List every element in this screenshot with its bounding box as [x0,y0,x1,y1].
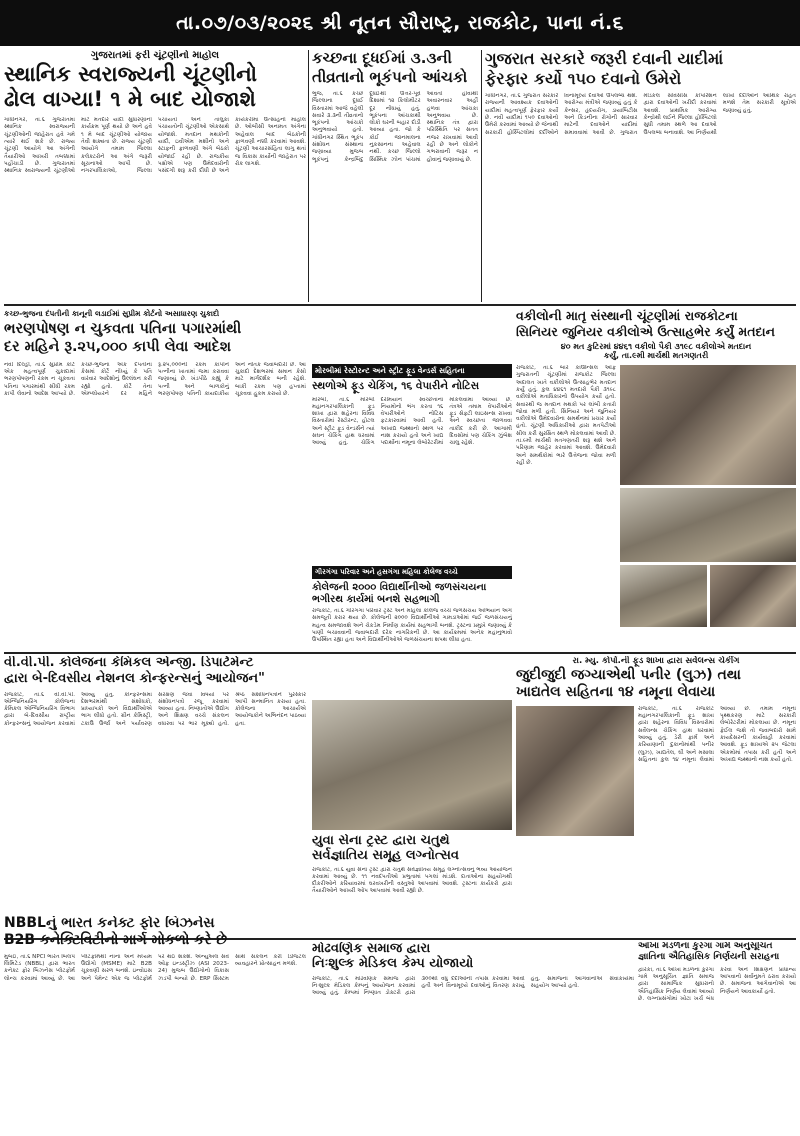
article-body: ગાંધીનગર, તા.૬ ગુજરાતમાં સ્થાનિક સ્વરાજ્યની ચૂંટણીઓની જાહેરાત હવે ગમે ત્યારે થઈ શકે છે. રાજ્ય ચૂંટણી આયોગે આ અંગેની તૈયારીઓ આખરી તબક્કામાં પહોંચાડી છે. ગુજરાતમાં સ્થાનિક સ્વરાજ્યની ચૂંટણીઓ માટે મતદાર યાદી સુધારણાનો કાર્યક્રમ પૂર્ણ થયો છે અને હવે ૧ મે બાદ ચૂંટણીઓ યોજાય તેવી શક્યતા છે. રાજ્ય ચૂંટણી આયોગે તમામ જિલ્લા કલેક્ટરોને આ અંગે જરૂરી સૂચનાઓ આપી છે. નગરપાલિકાઓ, જિલ્લા પંચાયતો અને તાલુકા પંચાયતોની ચૂંટણીઓ એકસાથે યોજાશે. મતદાન મથકોની યાદી, ઇવીએમ મશીનો અને સ્ટાફની ફાળવણી અંગે બેઠકો યોજાઈ રહી છે. રાજકીય પક્ષોએ પણ ઉમેદવારોની પસંદગી શરૂ કરી દીધી છે અને કાર્યકરોમાં ઉત્સાહનો માહોલ છે. ઓબીસી અનામત અંગેના અહેવાલ બાદ બેઠકોની ફાળવણી નક્કી કરવામાં આવશે. ચૂંટણી આચારસંહિતા લાગુ થતાં જ વિકાસ કાર્યોની જાહેરાત પર રોક લાગશે. [4,117,306,175]
article-college-water [312,566,512,696]
article-subheadline-line1: ૪૦ મત કુટિરમાં ૪૪૬૧ વકીલો પૈકી ૩૧૯૮ વકીલોએ મતદાન [560,341,752,351]
article-nbbl [4,916,306,1132]
article-headline-line1: સ્થાનિક સ્વરાજ્યની ચૂંટણીનો [4,62,258,86]
article-headline-line1: ઓખા મંડળના કુરંગા ગામે અનુસૂચિત [638,942,773,951]
article-vvp-conference [4,656,306,912]
article-headline-line1: જુદીજુદી જગ્યાએથી પનીર (લુઝ) તથા [516,667,741,683]
article-body: રાજકોટ, તા.૬ રાજકોટ મહાનગરપાલિકાની ફૂડ શાખા દ્વારા શહેરના વિવિધ વિસ્તારોમાં સર્વેલન્સ ચેકિંગ હાથ ધરવામાં આવ્યું હતું. ડેરી ફાર્મ અને કરિયાણાની દુકાનોમાંથી પનીર (લુઝ), ખાદ્યતેલ, ઘી અને મસાલા સહિતના કુલ ૧૪ નમૂના લેવામાં આવ્યા છે. તમામ નમૂના પૃથ્થકરણ માટે સરકારી લેબોરેટરીમાં મોકલાયા છે. નમૂના ફેઈલ જશે તો જવાબદારો સામે કાયદેસરની કાર્યવાહી કરવામાં આવશે. ફૂડ શાખાએ ૨૫ જેટલા એકમોમાં તપાસ કરી હતી અને અખાદ્ય જથ્થાનો નાશ કર્યો હતો. [638,705,796,763]
article-medicine-list [485,50,796,302]
article-kicker: ગુજરાતમાં ફરી ચૂંટણીનો માહોલ [90,50,220,61]
article-headline-line1: કચ્છના દૂધઈમાં ૩.૩ની [312,50,452,67]
column-rule [481,50,482,302]
article-medical-camp [312,942,634,1132]
article-earthquake [312,50,478,302]
article-alimony [4,309,306,649]
article-lawyers-election [516,309,796,649]
article-headline-line2: તીવ્રતાનો ભૂકંપનો આંચકો [312,67,468,86]
article-headline-line1: કોલેજની ૨૦૦૦ વિદ્યાર્થીનીઓ જળસંચયના [312,582,487,593]
article-body: મુંબઈ, તા.૬ NPCI ભારત બિલપે લિમિટેડ (NBBL) દ્વારા ભારત કનેક્ટ ફોર બિઝનેસ પ્લેટફોર્મ લોન્ચ કરવામાં આવ્યું છે. આ પ્લેટફોર્મથી નાના અને મધ્યમ ઉદ્યોગો (MSME) માટે B2B ચૂકવણી સરળ બનશે. ઇન્વોઇસ અને પેમેન્ટ એક જ પ્લેટફોર્મ પર થઈ શકશે. એન્યુઅલ સર્વે ઓફ ઇન્ડસ્ટ્રીઝ (ASI 2023-24) મુજબ ઉદ્યોગોનો વિકાસ ઝડપી બન્યો છે. ERP સિસ્ટમ સાથે સંકલન કરી ડિજિટલ વ્યવહારને પ્રોત્સાહન મળશે. [4,953,306,982]
article-morbi-food-check [312,364,512,562]
article-headline-line1: વકીલોની માતૃ સંસ્થાની ચૂંટણીમાં રાજકોટના [516,309,738,323]
news-photo [312,700,512,830]
article-body: રાજકોટ, તા.૬ મોઢવણિક સમાજ દ્વારા નિઃશુલ્ક મેડિકલ કેમ્પનું આયોજન કરવામાં આવ્યું હતું. કેમ્પમાં નિષ્ણાત ડોક્ટરો દ્વારા ૩૦૦થી વધુ દર્દીઓની તપાસ કરવામાં આવી હતી અને વિનામૂલ્યે દવાઓનું વિતરણ કરાયું હતું. સમાજના આગેવાનોએ સેવાકાર્યમાં સહયોગ આપ્યો હતો. [312,975,634,997]
article-headline-line1: મોઢવણિક સમાજ દ્વારા [312,942,431,956]
article-body: નવી દિલ્હી, તા.૬ સુપ્રીમ કોર્ટે એક મહત્વપૂર્ણ ચુકાદામાં ભરણપોષણની રકમ ન ચૂકવતા પતિના પગારમાંથી સીધી રકમ કાપી લેવાનો આદેશ આપ્યો છે. કચ્છ-ભુજના એક દંપતીના કેસમાં કોર્ટે નોંધ્યું કે પતિ વારંવાર આદેશોનું ઉલ્લંઘન કરી રહ્યો હતો. કોર્ટે તેના એમ્પ્લોયરને દર મહિને રૂ.૨૫,૦૦૦ની રકમ કાપીને પત્નીના ખાતામાં જમા કરાવવા જણાવ્યું છે. ખંડપીઠે કહ્યું કે પત્ની અને બાળકોનું ભરણપોષણ પતિની કાયદાકીય અને નૈતિક જવાબદારી છે. આ ચુકાદો દેશભરમાં સમાન કેસો માટે માર્ગદર્શક બની રહેશે. બાકી રકમ પણ હપ્તામાં ચૂકવવા હુકમ કરાયો છે. [4,361,306,398]
article-body: રાજકોટ, તા.૬ બાર કાઉન્સિલ ઓફ ગુજરાતની ચૂંટણીમાં રાજકોટ જિલ્લા અદાલત ખાતે વકીલોએ ઉત્સાહભેર મતદાન કર્યું હતું. કુલ ૪૪૬૧ મતદારો પૈકી ૩૧૯૮ વકીલોએ મતાધિકારનો ઉપયોગ કર્યો હતો. સવારથી જ મતદાન મથકો પર લાંબી કતારો જોવા મળી હતી. સિનિયર અને જુનિયર વકીલોએ ઉમેદવારોના સમર્થનમાં પ્રચાર કર્યો હતો. ચૂંટણી અધિકારીઓ દ્વારા મતપેટીઓ સીલ કરી સુરક્ષિત સ્થળે મોકલવામાં આવી છે. તા.૯મી માર્ચથી મતગણતરી શરૂ થશે અને પરિણામ જાહેર કરવામાં આવશે. ઉમેદવારો અને સમર્થકોમાં ભારે ઉત્તેજના જોવા મળી રહી છે. [516,365,616,466]
article-body: મોરબી, તા.૬ મોરબી મહાનગરપાલિકાની ફૂડ શાખા દ્વારા શહેરના વિવિધ વિસ્તારોમાં રેસ્ટોરન્ટ, હોટલ અને સ્ટ્રીટ ફૂડ વેન્ડર્સને ત્યાં સઘન ચેકિંગ હાથ ધરવામાં આવ્યું હતું. ચેકિંગ દરમિયાન સ્વચ્છતાના નિયમોનો ભંગ કરતા ૧૬ વેપારીઓને નોટિસ ફટકારવામાં આવી હતી. અખાદ્ય જથ્થાનો સ્થળ પર નાશ કરાયો હતો અને ખાદ્ય પદાર્થોના નમૂના લેબોરેટરીમાં મોકલવામાં આવ્યા છે. તંત્રએ તમામ વેપારીઓને ફૂડ સેફ્ટી લાઇસન્સ રાખવા અને સ્વચ્છતા જાળવવા તાકીદ કરી છે. આગામી દિવસોમાં પણ ચેકિંગ ઝુંબેશ ચાલુ રહેશે. [312,396,512,447]
article-body: રાજકોટ, તા.૬ ગીરગંગા પરિવાર ટ્રસ્ટ અને મહિલા કોલેજ વચ્ચે જળસંચય અભિયાન અંગે સમજૂતી કરાર થયા છે. કોલેજની ૨૦૦૦ વિદ્યાર્થીનીઓ ગામડાઓમાં જઈ જળસંચયનું મહત્વ સમજાવશે અને ચેકડેમ નિર્માણ કાર્યમાં સહભાગી બનશે. ટ્રસ્ટના પ્રમુખે જણાવ્યું કે પાણી બચાવવાની જવાબદારી દરેક નાગરિકની છે. આ કાર્યક્રમમાં અનેક મહાનુભાવો ઉપસ્થિત રહ્યા હતા અને વિદ્યાર્થીનીઓએ જળસંચયના શપથ લીધા હતા. [312,608,512,644]
article-body: ગાંધીનગર, તા.૬ ગુજરાત સરકારે રાજ્યની આવશ્યક દવાઓની યાદીમાં મહત્વપૂર્ણ ફેરફાર કર્યો છે. નવી યાદીમાં ૧૫૦ દવાઓનો ઉમેરો કરવામાં આવ્યો છે જેનાથી સરકારી હોસ્પિટલોમાં દર્દીઓને વિનામૂલ્યે દવાઓ ઉપલબ્ધ થશે. આરોગ્ય મંત્રીએ જણાવ્યું હતું કે કેન્સર, હૃદયરોગ, ડાયાબિટીસ અને કિડનીના રોગોની સારવાર માટેની દવાઓને યાદીમાં સમાવવામાં આવી છે. ગુજરાત મેડિકલ સર્વિસીસ કોર્પોરેશન દ્વારા દવાઓની ખરીદી કરવામાં આવશે. પ્રાથમિક આરોગ્ય કેન્દ્રોથી લઈને જિલ્લા હોસ્પિટલો સુધી તમામ સ્થળે આ દવાઓ ઉપલબ્ધ બનાવાશે. આ નિર્ણયથી લાખો દર્દીઓને આર્થિક રાહત મળશે તેમ સરકારી સૂત્રોએ જણાવ્યું હતું. [485,93,796,136]
news-photo [710,565,797,627]
article-headline-line2: B2B કનેક્ટિવિટીનો માર્ગ મોકળો કરે છે [4,932,228,949]
article-headline-line1: વી.વી.પી. કોલેજના કેમિકલ એન્જી. ડિપાર્ટમેન્ટ [4,656,254,670]
article-mass-wedding [312,834,512,936]
section-divider [4,652,796,654]
article-headline-line2: દર મહિને રૂ.૨૫,૦૦૦ કાપી લેવા આદેશ [4,338,232,355]
article-kicker: રા. મ્યુ. કોર્પો.ની ફૂડ શાખા દ્વારા સર્વેલન્સ ચેકીંગ [572,656,740,666]
article-headline-line2: જ્ઞાતિના ઐતિહાસિક નિર્ણયની સરાહના [638,951,780,962]
news-photo [620,488,796,562]
article-headline: સ્થળોએ ફૂડ ચેકિંગ, ૧૬ વેપારીને નોટિસ [312,380,480,392]
article-subheadline-line2: કર્યું, તા.૯મી માર્ચથી મતગણતરી [603,351,709,361]
article-okha-kuranga [638,942,796,1132]
masthead [0,0,800,46]
article-headline-line2: ઢોલ વાગ્યા! ૧ મે બાદ યોજાશે [4,87,256,112]
news-photo [516,706,634,836]
article-headline-line2: ભગીરથ કાર્યમાં બનશે સહભાગી [312,594,440,605]
article-body: રાજકોટ, તા.૬ યુવા સેના ટ્રસ્ટ દ્વારા ચતુર્થ સર્વજ્ઞાતિય સમૂહ લગ્નોત્સવનું ભવ્ય આયોજન કરવામાં આવ્યું છે. ૧૧ નવદંપતીઓ પ્રભુતામાં પગલાં માંડશે. દાતાઓના સહયોગથી દીકરીઓને કરિયાવરમાં ઘરવખરીની વસ્તુઓ આપવામાં આવશે. ટ્રસ્ટના કાર્યકરો દ્વારા તૈયારીઓને આખરી ઓપ આપવામાં આવી રહ્યો છે. [312,866,512,895]
article-kicker: ગીરગંગા પરિવાર અને હસગંગા મહિલા કોલેજ વચ્ચે [312,566,512,579]
column-rule [308,50,309,302]
article-rmc-food-samples [516,656,796,936]
article-headline-line2: ફેરફાર કર્યો ૧૫૦ દવાનો ઉમેરો [485,68,682,88]
news-photo [620,565,707,627]
article-headline-line2: સર્વજ્ઞાતિય સમૂહ લગ્નોત્સવ [312,848,459,864]
article-headline-line2: નિઃશુલ્ક મેડિકલ કેમ્પ યોજાયો [312,956,474,972]
masthead-text: તા.૦૭/૦૩/૨૦૨૬ શ્રી નૂતન સૌરાષ્ટ્ર, રાજકોટ, પાના નં.૬ [176,12,624,34]
article-headline-line2: દ્વારા બે-દિવસીય નેશનલ કોન્ફરન્સનું આયોજન" [4,671,265,687]
article-kicker: મોરબીમાં રેસ્ટોરન્ટ અને સ્ટ્રીટ ફૂડ વેન્ડર્સ સહિતના [312,364,512,378]
article-local-elections [4,50,306,302]
article-body: ભુજ, તા.૬ કચ્છ જિલ્લાના દૂધઈ વિસ્તારમાં આજે વહેલી સવારે ૩.૩ની તીવ્રતાનો ભૂકંપનો આંચકો અનુભવાયો હતો. ગાંધીનગર સ્થિત ભૂકંપ સંશોધન સંસ્થાના જણાવ્યા મુજબ ભૂકંપનું કેન્દ્રબિંદુ દૂધઈથી ઉત્તર-પૂર્વ દિશામાં ૧૨ કિલોમીટર દૂર નોંધાયું હતું. ભૂકંપના આંચકાથી લોકો ઘરની બહાર દોડી આવ્યા હતા. જો કે કોઈ જાનમાલના નુકસાનના અહેવાલ નથી. કચ્છ જિલ્લો સિસ્મિક ઝોન પાંચમાં આવતો હોવાથી અવારનવાર અહીં હળવા આંચકા અનુભવાય છે. સ્થાનિક તંત્ર દ્વારા પરિસ્થિતિ પર સતત નજર રાખવામાં આવી રહી છે અને લોકોને ગભરાવાની જરૂર ન હોવાનું જણાવાયું છે. [312,91,478,163]
article-headline-line2: ખાદ્યતેલ સહિતના ૧૪ નમૂના લેવાયા [516,684,716,701]
article-headline-line2: સિનિયર જુનિયર વકીલોએ ઉત્સાહભેર કર્યું મતદાન [516,323,775,339]
article-kicker: કચ્છ-ભુજના દંપતીની કાનૂની લડાઈમાં સુપ્રીમ કોર્ટનો અસાધારણ ચુકાદો [4,309,220,318]
section-divider [4,304,796,306]
article-headline-line1: ગુજરાત સરકારે જરૂરી દવાની યાદીમાં [485,50,724,68]
article-body: દ્વારકા, તા.૬ ઓખા મંડળના કુરંગા ગામે અનુસૂચિત જ્ઞાતિ સમાજ દ્વારા સામાજિક સુધારાનો ઐતિહાસિક નિર્ણય લેવામાં આવ્યો છે. લગ્નપ્રસંગોમાં ખોટા ખર્ચ બંધ કરવા અને શિક્ષણને પ્રાધાન્ય આપવાનો સર્વાનુમતે ઠરાવ કરાયો છે. સમાજના આગેવાનોએ આ નિર્ણયને આવકાર્યો હતો. [638,966,796,1002]
article-body: રાજકોટ, તા.૬ વી.વી.પી. એન્જિનિયરિંગ કોલેજના કેમિકલ એન્જિનિયરિંગ વિભાગ દ્વારા બે-દિવસીય રાષ્ટ્રીય કોન્ફરન્સનું આયોજન કરવામાં આવ્યું હતું. કોન્ફરન્સમાં દેશભરમાંથી સંશોધકો, પ્રાધ્યાપકો અને વિદ્યાર્થીઓએ ભાગ લીધો હતો. ગ્રીન કેમિસ્ટ્રી, ટકાઉ ઉર્જા અને પર્યાવરણ સંરક્ષણ જેવા વિષયો પર સંશોધનપત્રો રજૂ કરવામાં આવ્યા હતા. નિષ્ણાતોએ ઉદ્યોગ અને શિક્ષણ વચ્ચે સંકલન વધારવા પર ભાર મૂક્યો હતો. શ્રેષ્ઠ સંશોધનપત્રોને પુરસ્કાર આપી સન્માનિત કરાયા હતા. કોલેજના આચાર્યએ આયોજકોને અભિનંદન પાઠવ્યા હતા. [4,691,306,727]
article-headline-line1: યુવા સેના ટ્રસ્ટ દ્વારા ચતુર્થ [312,834,450,848]
article-headline-line1: ભરણપોષણ ન ચુકવતા પતિના પગારમાંથી [4,321,242,337]
article-headline-line1: NBBLનું ભારત કનેક્ટ ફોર બિઝનેસ [4,916,215,931]
news-photo [620,365,796,485]
